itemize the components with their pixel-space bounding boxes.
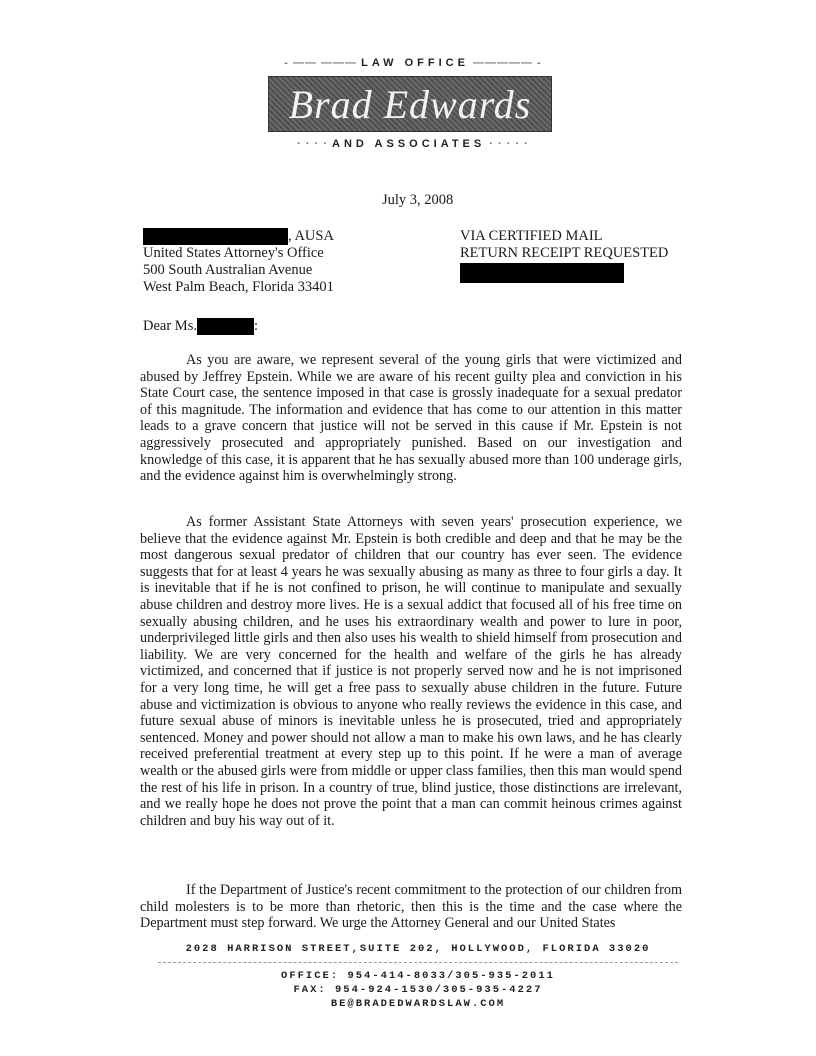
letterhead-top (258, 57, 568, 69)
recipient-office: United States Attorney's Office (143, 245, 324, 262)
recipient-title: , AUSA (288, 228, 334, 244)
letterhead-bottom (258, 138, 568, 150)
footer-email: BE@BRADEDWARDSLAW.COM (330, 998, 506, 1010)
footer-address: 2028 HARRISON STREET,SUITE 202, HOLLYWOOD, FLORIDA 33020 (185, 943, 651, 955)
redaction-box (460, 263, 624, 283)
redaction-box (197, 318, 254, 335)
letterhead-associates: AND ASSOCIATES (332, 138, 486, 150)
divider: ————— - (468, 57, 542, 69)
body-paragraph-2 (140, 514, 682, 829)
footer-fax: FAX: 954-924-1530/305-935-4227 (293, 984, 543, 996)
footer-divider (158, 962, 678, 963)
salutation-prefix: Dear Ms. (143, 318, 197, 334)
recipient-city: West Palm Beach, Florida 33401 (143, 279, 334, 296)
paragraph-text: As you are aware, we represent several of the young girls that were victimized and abused by Jeffrey Epstein. While we are aware of his recent guilty plea and conviction in his State Court case, the sentence imposed in that case is grossly inadequate for a sexual predator of this magnitude. The information and evidence that has come to our attention in this matter leads to a grave concern that justice will not be served in this cause if Mr. Epstein is not aggressively prosecuted and appropriately punished. Based on our investigation and knowledge of this case, it is apparent that he has sexually abused more than 100 underage girls, and the evidence against him is overwhelmingly strong. (140, 352, 682, 485)
delivery-line-2: RETURN RECEIPT REQUESTED (460, 245, 669, 261)
body-paragraph-1 (140, 352, 682, 485)
letterhead-law-office: LAW OFFICE (361, 57, 469, 69)
letterhead-logo (268, 76, 552, 132)
divider: · · · · (297, 138, 333, 150)
delivery-block (460, 228, 668, 283)
paragraph-text: As former Assistant State Attorneys with seven years' prosecution experience, we believe that the evidence against Mr. Epstein is both credible and deep and that he may be the most dangerous sexual predator of children that our country has ever seen. The evidence suggests that for at least 4 years he was sexually abusing as many as three to four girls a day. It is inevitable that if he is not confined to prison, he will continue to manipulate and sexually abuse children and destroy more lives. He is a sexual addict that focused all of his free time on sexually abusing children, and he uses his extraordinary wealth and power to lure in poor, underprivileged little girls and then also uses his wealth to shield himself from prosecution and liability. We are very concerned for the health and welfare of the girls he has already victimized, and concerned that if justice is not properly served now and he is not imprisoned for a very long time, he will get a free pass to sexually abuse children in the future. Future abuse and victimization is obvious to anyone who really reviews the evidence in this case, and future sexual abuse of minors is inevitable unless he is prosecuted, tried and appropriately sentenced. Money and power should not allow a man to make his own laws, and he has clearly received preferential treatment at every step up to this point. If he were a man of average wealth or the abused girls were from middle or upper class families, then this man would spend the rest of his life in prison. In a country of true, blind justice, those distinctions are irrelevant, and we really hope he does not prove the point that a man can commit heinous crimes against children and buy his way out of it. (140, 514, 682, 829)
divider: - —— ——— (284, 57, 362, 69)
recipient-name-line (143, 228, 334, 245)
recipient-street: 500 South Australian Avenue (143, 262, 313, 279)
salutation (143, 318, 258, 335)
letter-date: July 3, 2008 (382, 192, 454, 208)
logo-name: Brad Edwards (288, 81, 532, 127)
redaction-box (143, 228, 288, 245)
body-paragraph-3 (140, 882, 682, 932)
delivery-line-1: VIA CERTIFIED MAIL (460, 228, 603, 244)
recipient-block (143, 228, 334, 296)
divider: · · · · · (485, 138, 529, 150)
salutation-suffix: : (253, 318, 258, 334)
footer-office-phone: OFFICE: 954-414-8033/305-935-2011 (281, 970, 555, 982)
paragraph-text: If the Department of Justice's recent commitment to the protection of our children from child molesters is to be more than rhetoric, then this is the time and the case where the Department must step forward. We urge the Attorney General and our United States (140, 882, 682, 932)
